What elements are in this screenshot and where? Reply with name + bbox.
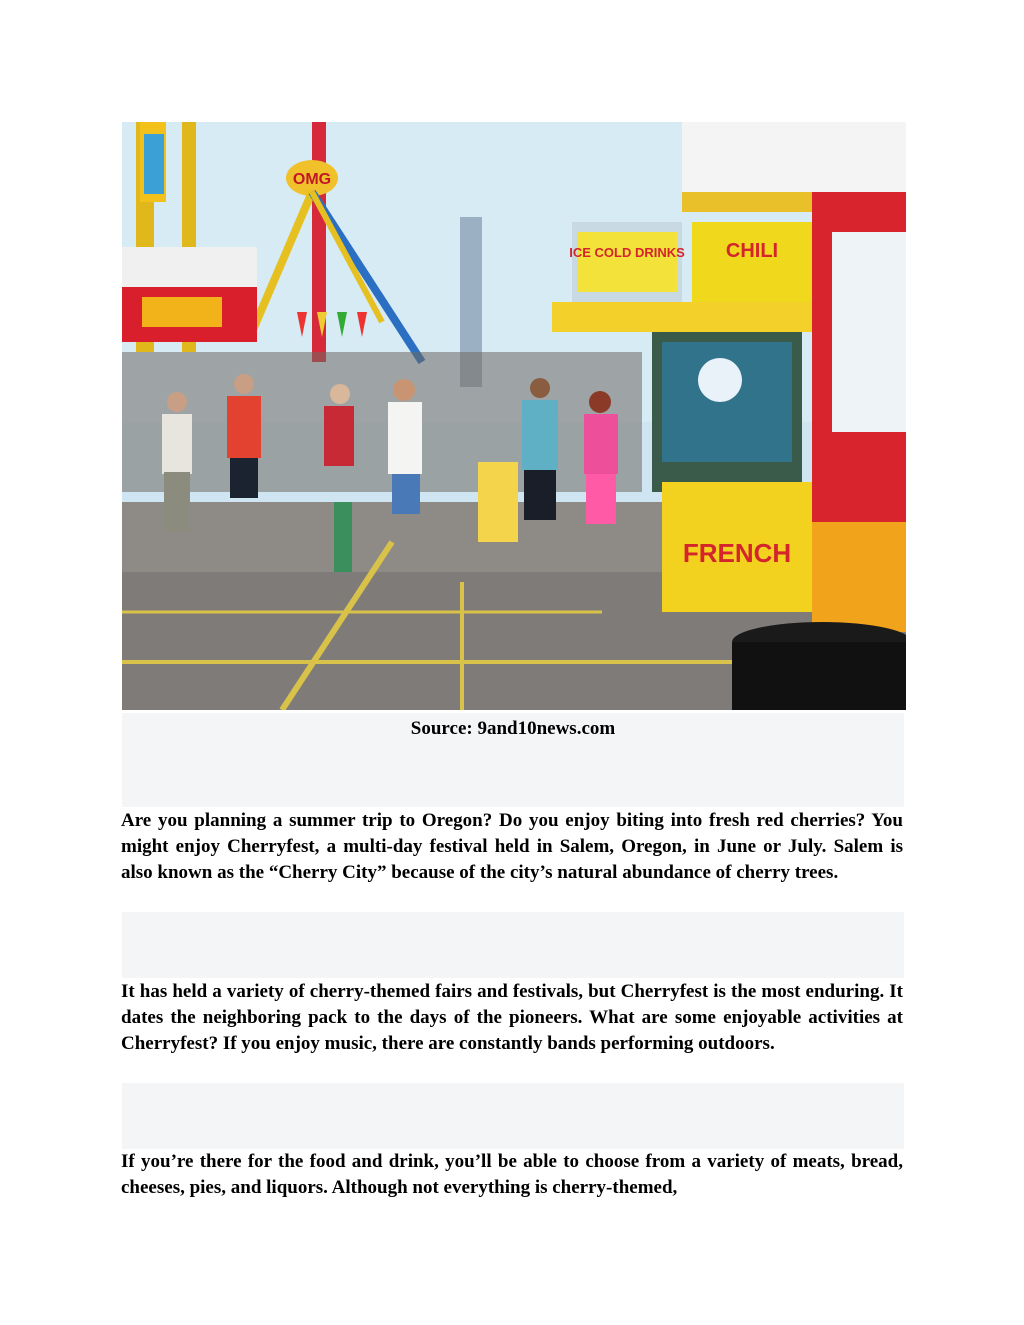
fairground-photo bbox=[122, 122, 906, 710]
photo-illustration bbox=[122, 122, 906, 710]
ride-sign-text: OMG bbox=[292, 171, 332, 188]
figure-caption-box bbox=[122, 713, 904, 807]
paragraph-1: Are you planning a summer trip to Oregon? Do you enjoy biting into fresh red cherries? You might enjoy Cherryfest, a multi-day festival held in Salem, Oregon, in June or July. Salem is also known as the “Cherry City” because of the city’s natural abundance of cherry trees. bbox=[121, 810, 903, 883]
paragraph-2: It has held a variety of cherry-themed fairs and festivals, but Cherryfest is the most enduring. It dates the neighboring pack to the days of the pioneers. What are some enjoyable activities at Cherryfest? If you enjoy music, there are constantly bands performing outdoors. bbox=[121, 981, 903, 1054]
booth2-sign-text: CHILI bbox=[725, 240, 779, 262]
paragraph-3: If you’re there for the food and drink, you’ll be able to choose from a variety of meats, bread, cheeses, pies, and liquors. Although not everything is cherry-themed, bbox=[121, 1151, 903, 1198]
booth1-sign-text: ICE COLD DRINKS bbox=[569, 245, 685, 260]
figure-caption: Source: 9and10news.com bbox=[410, 718, 616, 739]
spacer-band-1 bbox=[122, 912, 904, 978]
booth3-sign-text: FRENCH bbox=[682, 538, 792, 568]
spacer-band-2 bbox=[122, 1083, 904, 1149]
